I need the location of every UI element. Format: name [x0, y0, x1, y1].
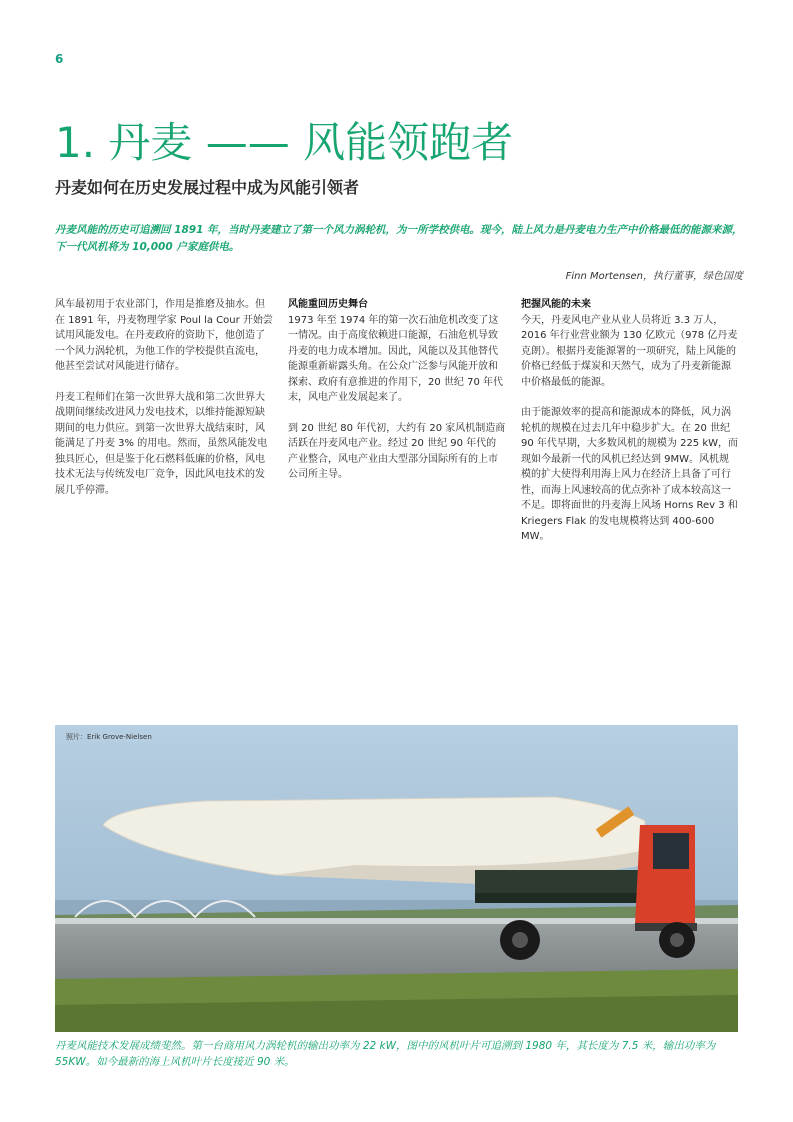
column-paragraph: 由于能源效率的提高和能源成本的降低，风力涡轮机的规模在过去几年中稳步扩大。在 20 世纪 90 年代早期，大多数风机的规模为 225 kW，而现如今最新一代的风机已经达到 9MW。风机规模的扩大使得利用海上风力在经济上具备了可行性，而海上风速较高的优点弥补了成本较高这一不足。即将面世的丹麦海上风场 Horns Rev 3 和 Kriegers Flak 的发电规模将达到 400-600 MW。 [521, 407, 739, 542]
column-paragraph: 今天，丹麦风电产业从业人员将近 3.3 万人，2016 年行业营业额为 130 亿欧元（978 亿丹麦克朗）。根据丹麦能源署的一项研究，陆上风能的价格已经低于煤炭和天然气，成为了丹麦新能源中价格最低的能源。 [521, 314, 738, 388]
photo-credit: 照片：Erik Grove-Nielsen [66, 733, 152, 741]
page-title: 1. 丹麦 —— 风能领跑者 [55, 118, 514, 167]
column-paragraph: 到 20 世纪 80 年代初，大约有 20 家风机制造商活跃在丹麦风电产业。经过 20 世纪 90 年代的产业整合，风电产业由大型部分国际所有的上市公司所主导。 [288, 422, 506, 480]
column-paragraph: 1973 年至 1974 年的第一次石油危机改变了这一情况。由于高度依赖进口能源，石油危机导致丹麦的电力成本增加。因此，风能以及其他替代能源重新崭露头角。在公众广泛参与风能开放和探索、政府有意推进的作用下，20 世纪 70 年代末，风电产业发展起来了。 [288, 314, 503, 403]
text-column-1 [55, 297, 273, 513]
page-subtitle: 丹麦如何在历史发展过程中成为风能引领者 [55, 178, 360, 197]
page-number: 6 [55, 52, 64, 66]
column-paragraph: 风车最初用于农业部门，作用是推磨及抽水。但在 1891 年，丹麦物理学家 Poul la Cour 开始尝试用风能发电。在丹麦政府的资助下，他创造了一个风力涡轮机，为他工作的学校提供直流电，他甚至尝试对风能进行储存。 [55, 299, 273, 372]
rear-wheel-hub [512, 932, 528, 948]
column-paragraph: 丹麦工程师们在第一次世界大战和第二次世界大战期间继续改进风力发电技术，以维持能源短缺期间的电力供应。到第一次世界大战结束时，风能满足了丹麦 3% 的用电。然而，虽然风能发电独具匠心，但是鉴于化石燃料低廉的价格，风电技术无法与传统发电厂竞争，因此风电技术的发展几乎停滞。 [55, 391, 268, 496]
intro-paragraph: 丹麦风能的历史可追溯回 1891 年，当时丹麦建立了第一个风力涡轮机，为一所学校供电。现今，陆上风力是丹麦电力生产中价格最低的能源来源，下一代风机将为 10,000 户家庭供电。 [55, 224, 743, 253]
cab-window [653, 833, 689, 869]
truck-blade-photo [55, 725, 738, 1032]
section-heading: 风能重回历史舞台 [288, 299, 368, 310]
author-byline: Finn Mortensen，执行董事，绿色国度 [565, 271, 743, 282]
section-heading: 把握风能的未来 [521, 299, 591, 310]
photo-caption: 丹麦风能技术发展成绩斐然。第一台商用风力涡轮机的输出功率为 22 kW，图中的风机叶片可追溯到 1980 年，其长度为 7.5 米，输出功率为 55KW。如今最新的海上风机叶片长度接近 90 米。 [55, 1040, 716, 1068]
front-wheel-hub [670, 933, 684, 947]
text-column-2 [288, 297, 506, 498]
text-column-3 [521, 297, 739, 560]
